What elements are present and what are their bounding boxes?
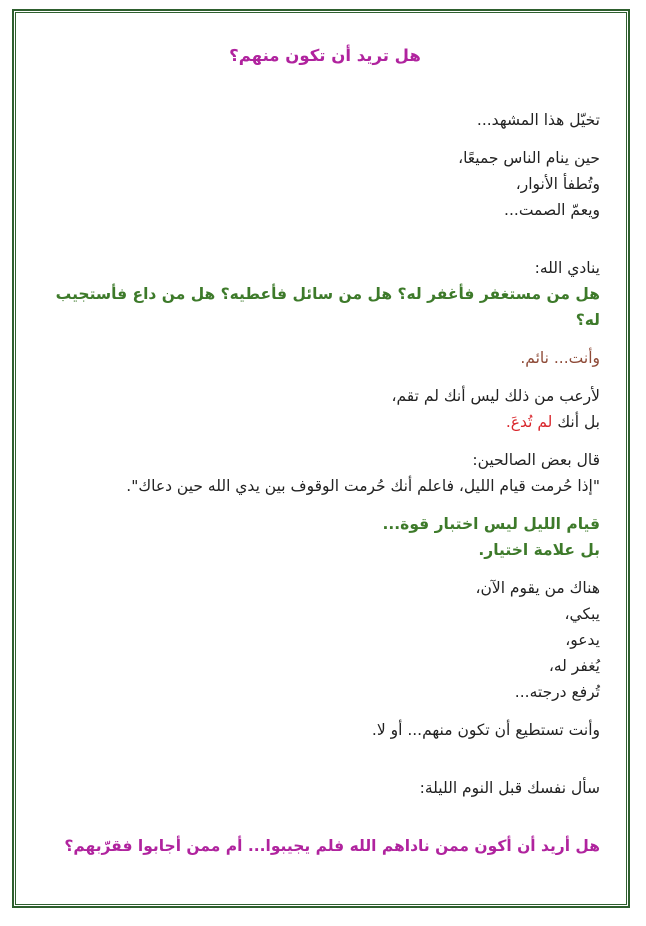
scene-line: حين ينام الناس جميعًا، [458, 149, 600, 167]
people-paragraph [50, 575, 600, 705]
saying-intro: قال بعض الصالحين: [472, 451, 600, 469]
worse-prefix: بل أنك [552, 413, 600, 431]
you-can-line: وأنت تستطيع أن تكون منهم... أو لا. [371, 721, 600, 739]
worse-line-1: لأرعب من ذلك ليس أنك لم تقم، [391, 387, 600, 405]
worse-paragraph [50, 383, 600, 435]
intro-line: تخيّل هذا المشهد... [476, 111, 600, 129]
call-paragraph [50, 255, 600, 333]
night-line-2: بل علامة اختيار. [478, 541, 600, 559]
people-line: هناك من يقوم الآن، [475, 579, 600, 597]
people-line: يبكي، [564, 605, 600, 623]
worse-highlight: لم تُدعَ. [505, 413, 553, 431]
saying-paragraph [50, 447, 600, 499]
intro-paragraph [50, 107, 600, 133]
ask-paragraph [50, 775, 600, 801]
people-line: يدعو، [565, 631, 600, 649]
document-title: هل تريد أن تكون منهم؟ [229, 46, 421, 65]
document-page [50, 40, 600, 871]
call-text: هل من مستغفر فأغفر له؟ هل من سائل فأعطيه؟ هل من داع فأستجيب له؟ [55, 285, 600, 329]
final-question-paragraph [50, 833, 600, 859]
call-intro: ينادي الله: [534, 259, 600, 277]
you-can-paragraph [50, 717, 600, 743]
scene-line: ويعمّ الصمت... [504, 201, 600, 219]
you-sleep-line: وأنت... نائم. [520, 349, 600, 367]
final-question: هل أريد أن أكون ممن ناداهم الله فلم يجيبوا... أم ممن أجابوا فقرّبهم؟ [64, 837, 600, 855]
scene-line: وتُطفأ الأنوار، [515, 175, 600, 193]
ask-line: سأل نفسك قبل النوم الليلة: [419, 779, 600, 797]
night-paragraph [50, 511, 600, 563]
people-line: يُغفر له، [548, 657, 600, 675]
worse-line-2 [50, 409, 600, 435]
saying-text: "إذا حُرمت قيام الليل، فاعلم أنك حُرمت الوقوف بين يدي الله حين دعاك". [126, 477, 600, 495]
night-line-1: قيام الليل ليس اختبار قوة... [382, 515, 600, 533]
people-line: تُرفع درجته... [514, 683, 600, 701]
you-sleep-paragraph [50, 345, 600, 371]
scene-paragraph [50, 145, 600, 223]
